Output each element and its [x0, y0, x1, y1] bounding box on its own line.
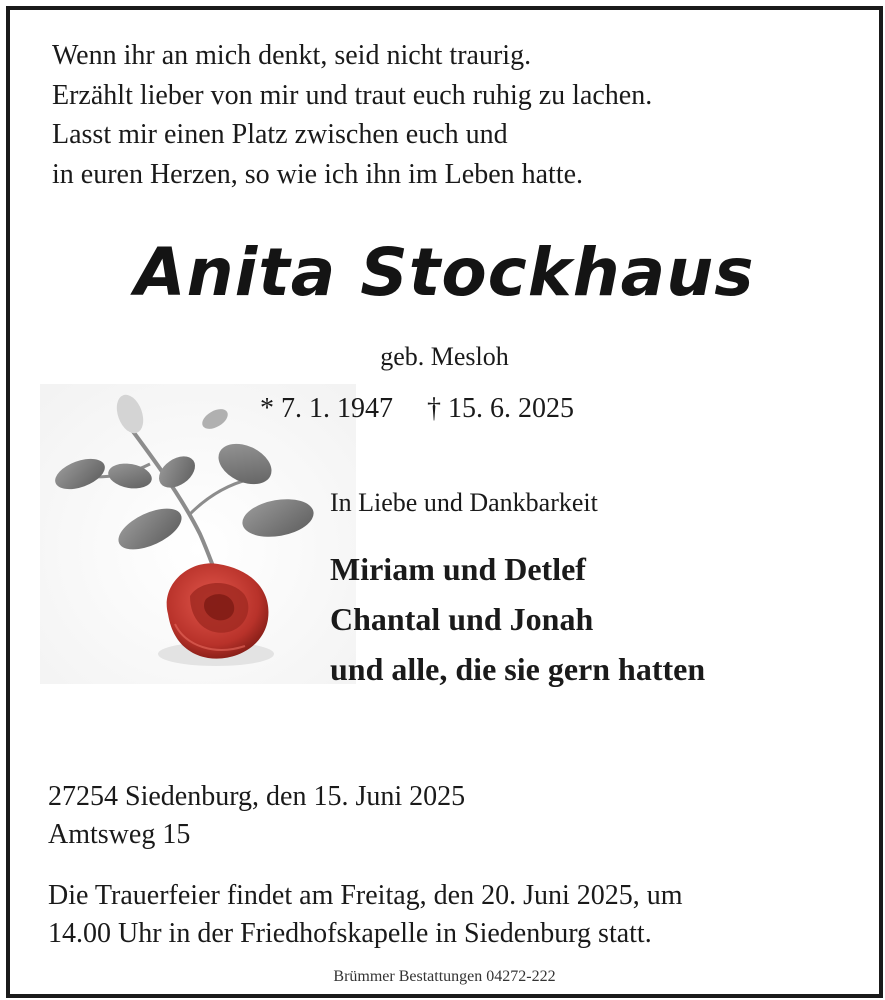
birth-date: * 7. 1. 1947: [260, 393, 393, 424]
service-line: 14.00 Uhr in der Friedhofskapelle in Siedenburg statt.: [48, 918, 652, 949]
death-date: † 15. 6. 2025: [427, 393, 574, 424]
poem-line: in euren Herzen, so wie ich ihn im Leben hatte.: [52, 158, 584, 190]
service-line: Die Trauerfeier findet am Freitag, den 20. Juni 2025, um: [48, 880, 683, 911]
rose-image: [40, 384, 356, 684]
funeral-service-notice: [48, 877, 683, 953]
poem-line: Erzählt lieber von mir und traut euch ruhig zu lachen.: [52, 79, 653, 111]
mourners-intro: In Liebe und Dankbarkeit: [330, 488, 598, 517]
mourners-list: [330, 544, 705, 694]
mourner-line: und alle, die sie gern hatten: [330, 651, 706, 687]
poem-line: Wenn ihr an mich denkt, seid nicht traurig.: [52, 40, 532, 71]
birth-name: geb. Mesloh: [380, 342, 509, 371]
obituary-frame: [6, 6, 883, 998]
mourner-line: Chantal und Jonah: [330, 601, 594, 637]
undertaker-credit: Brümmer Bestattungen 04272-222: [333, 968, 556, 985]
place-date: 27254 Siedenburg, den 15. Juni 2025: [48, 781, 466, 812]
deceased-name: Anita Stockhaus: [134, 234, 755, 311]
life-dates: [260, 393, 574, 425]
street: Amtsweg 15: [48, 819, 191, 850]
mourner-line: Miriam und Detlef: [330, 551, 586, 587]
poem-line: Lasst mir einen Platz zwischen euch und: [52, 119, 508, 150]
address-block: [48, 778, 465, 854]
poem: [52, 36, 652, 194]
